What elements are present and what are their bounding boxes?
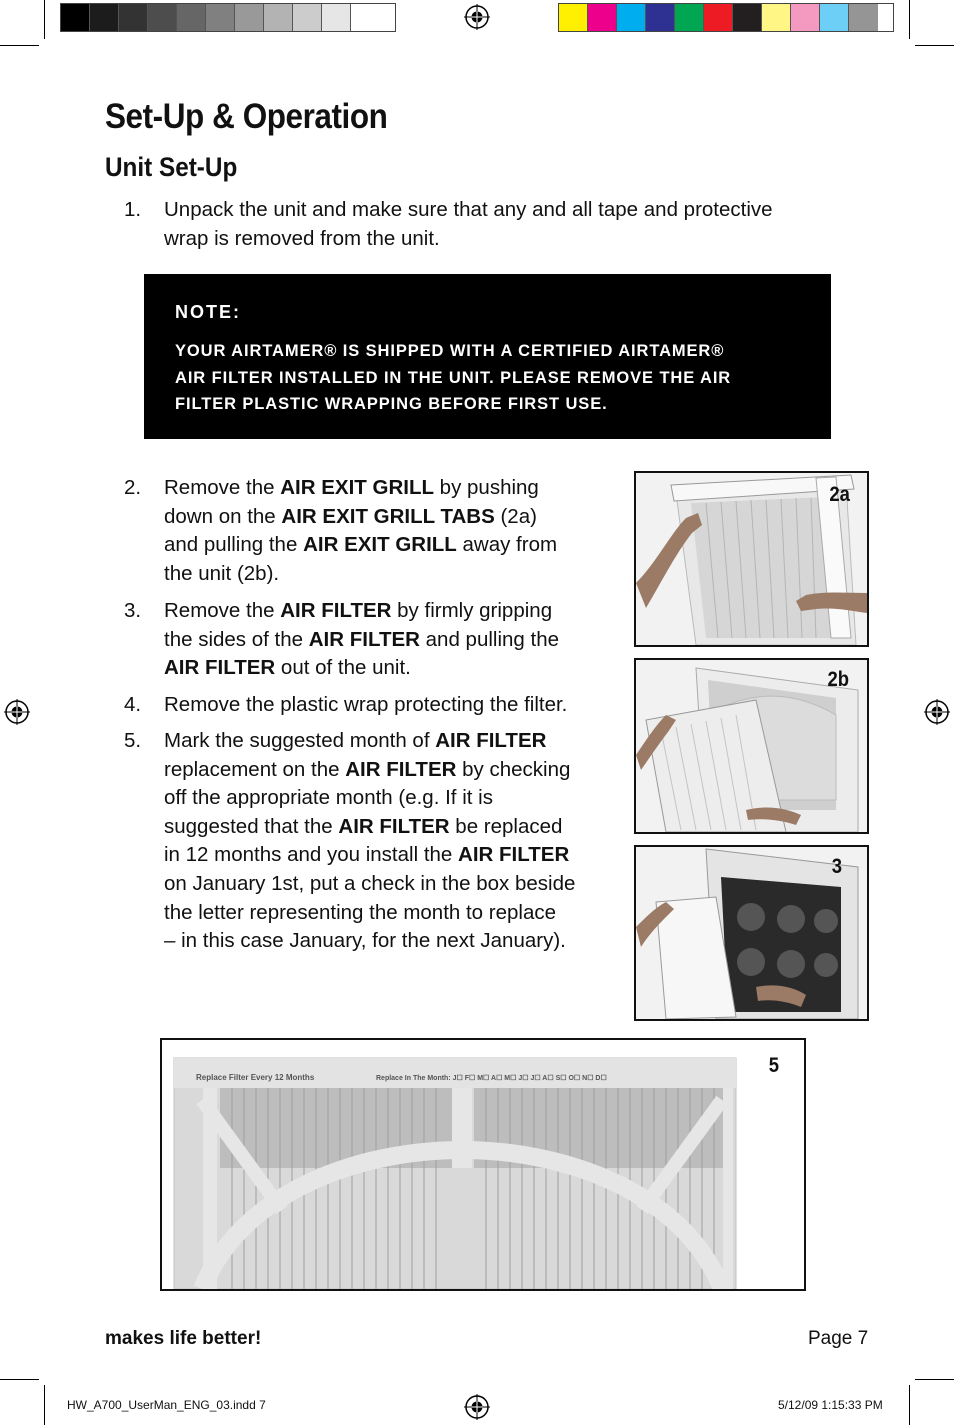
step-line xyxy=(164,727,575,756)
step-number: 2. xyxy=(124,476,142,499)
step-line xyxy=(164,654,559,683)
crop-mark xyxy=(44,0,45,39)
text-run: in 12 months and you install the xyxy=(164,843,459,867)
swatch xyxy=(177,4,206,31)
crop-mark xyxy=(915,45,954,46)
text-run: out of the unit. xyxy=(275,656,411,680)
note-box xyxy=(144,274,831,439)
text-run: and pulling the xyxy=(419,627,560,651)
step-number: 3. xyxy=(124,599,142,622)
figure-2a-photo xyxy=(634,471,869,647)
swatch xyxy=(61,4,90,31)
step-number: 4. xyxy=(124,693,142,716)
text-run: (2a) xyxy=(494,504,537,528)
swatch xyxy=(90,4,119,31)
step-line: the unit (2b). xyxy=(164,561,280,585)
step-line: the letter representing the month to replace xyxy=(164,900,557,924)
swatch xyxy=(148,4,177,31)
step-text xyxy=(164,196,773,253)
step-line xyxy=(164,474,557,503)
term-air-filter: AIR FILTER xyxy=(435,729,547,752)
text-run: down on the xyxy=(164,504,282,528)
registration-mark-icon xyxy=(924,699,950,725)
term-air-filter: AIR FILTER xyxy=(458,843,570,867)
slug-filename: HW_A700_UserMan_ENG_03.indd 7 xyxy=(67,1398,266,1412)
text-run: be replaced xyxy=(449,814,563,838)
swatch xyxy=(206,4,235,31)
term-air-filter: AIR FILTER xyxy=(164,656,276,680)
filter-label-left: Replace Filter Every 12 Months xyxy=(196,1073,315,1082)
step-text xyxy=(164,597,559,683)
step-line: wrap is removed from the unit. xyxy=(164,226,440,250)
step-line: – in this case January, for the next January). xyxy=(164,929,566,953)
step-line xyxy=(164,503,557,532)
step-line: off the appropriate month (e.g. If it is xyxy=(164,786,493,810)
swatch xyxy=(119,4,148,31)
note-text xyxy=(175,338,815,418)
step-text xyxy=(164,727,575,956)
step-line: on January 1st, put a check in the box beside xyxy=(164,871,576,895)
text-run: suggested that the xyxy=(164,814,339,838)
swatch xyxy=(351,4,380,31)
swatch xyxy=(762,4,791,31)
filter-label-right: Replace In The Month: J☐ F☐ M☐ A☐ M☐ J☐ J☐ A☐ S☐ O☐ N☐ D☐ xyxy=(376,1075,607,1082)
text-run: by pushing xyxy=(433,476,539,499)
term-air-filter: AIR FILTER xyxy=(338,814,450,838)
step-line xyxy=(164,841,575,870)
swatch xyxy=(617,4,646,31)
swatch xyxy=(322,4,351,31)
page-title: Set-Up & Operation xyxy=(105,97,388,136)
process-color-bar xyxy=(558,3,894,32)
slug-timestamp: 5/12/09 1:15:33 PM xyxy=(778,1398,883,1412)
figure-label: 2a xyxy=(829,483,850,506)
page-number: Page 7 xyxy=(808,1328,869,1349)
figure-5-photo xyxy=(160,1038,806,1291)
step-line xyxy=(164,597,559,626)
crop-mark xyxy=(909,0,910,39)
figure-3-photo xyxy=(634,845,869,1021)
text-run: away from xyxy=(456,533,558,557)
term-air-filter: AIR FILTER xyxy=(280,599,392,622)
footer-tagline: makes life better! xyxy=(105,1328,262,1349)
note-line: FILTER PLASTIC WRAPPING BEFORE FIRST USE. xyxy=(175,395,608,413)
text-run: Remove the xyxy=(164,599,281,622)
step-number: 5. xyxy=(124,729,142,752)
note-line: AIR FILTER INSTALLED IN THE UNIT. PLEASE REMOVE THE AIR xyxy=(175,368,732,387)
crop-mark xyxy=(915,1379,954,1380)
term-air-exit-grill: AIR EXIT GRILL xyxy=(280,476,434,499)
crop-mark xyxy=(44,1385,45,1425)
figure-label: 2b xyxy=(827,668,850,691)
swatch xyxy=(646,4,675,31)
note-heading: NOTE: xyxy=(175,302,241,322)
swatch xyxy=(559,4,588,31)
step-line xyxy=(164,813,575,842)
term-air-exit-grill-tabs: AIR EXIT GRILL TABS xyxy=(281,504,495,528)
swatch xyxy=(733,4,762,31)
note-line: YOUR AIRTAMER® IS SHIPPED WITH A CERTIFIED AIRTAMER® xyxy=(175,342,725,360)
text-run: by checking xyxy=(456,757,571,781)
step-text xyxy=(164,691,567,720)
registration-mark-icon xyxy=(4,699,30,725)
swatch xyxy=(791,4,820,31)
step-line xyxy=(164,626,559,655)
grayscale-color-bar xyxy=(60,3,396,32)
swatch xyxy=(704,4,733,31)
figure-label: 3 xyxy=(832,855,843,878)
registration-mark-icon xyxy=(464,1394,490,1420)
term-air-filter: AIR FILTER xyxy=(345,757,457,781)
crop-mark xyxy=(0,1379,39,1380)
step-line xyxy=(164,531,557,560)
swatch xyxy=(293,4,322,31)
step-line: Remove the plastic wrap protecting the filter. xyxy=(164,693,568,716)
swatch xyxy=(849,4,878,31)
swatch xyxy=(235,4,264,31)
text-run: Mark the suggested month of xyxy=(164,729,436,752)
text-run: the sides of the xyxy=(164,627,309,651)
crop-mark xyxy=(909,1385,910,1425)
text-run: and pulling the xyxy=(164,533,304,557)
step-number: 1. xyxy=(124,198,142,221)
swatch xyxy=(675,4,704,31)
figure-2b-photo xyxy=(634,658,869,834)
step-line: Unpack the unit and make sure that any and all tape and protective xyxy=(164,198,773,221)
text-run: Remove the xyxy=(164,476,281,499)
term-air-filter: AIR FILTER xyxy=(308,627,420,651)
swatch xyxy=(264,4,293,31)
swatch xyxy=(820,4,849,31)
figure-label: 5 xyxy=(768,1054,779,1077)
filter-frame-illustration xyxy=(162,1040,804,1289)
swatch xyxy=(588,4,617,31)
crop-mark xyxy=(0,45,39,46)
step-text xyxy=(164,474,557,588)
section-title: Unit Set-Up xyxy=(105,152,238,182)
text-run: by firmly gripping xyxy=(391,599,553,622)
step-line xyxy=(164,756,575,785)
term-air-exit-grill: AIR EXIT GRILL xyxy=(303,533,457,557)
registration-mark-icon xyxy=(464,4,490,30)
text-run: replacement on the xyxy=(164,757,346,781)
